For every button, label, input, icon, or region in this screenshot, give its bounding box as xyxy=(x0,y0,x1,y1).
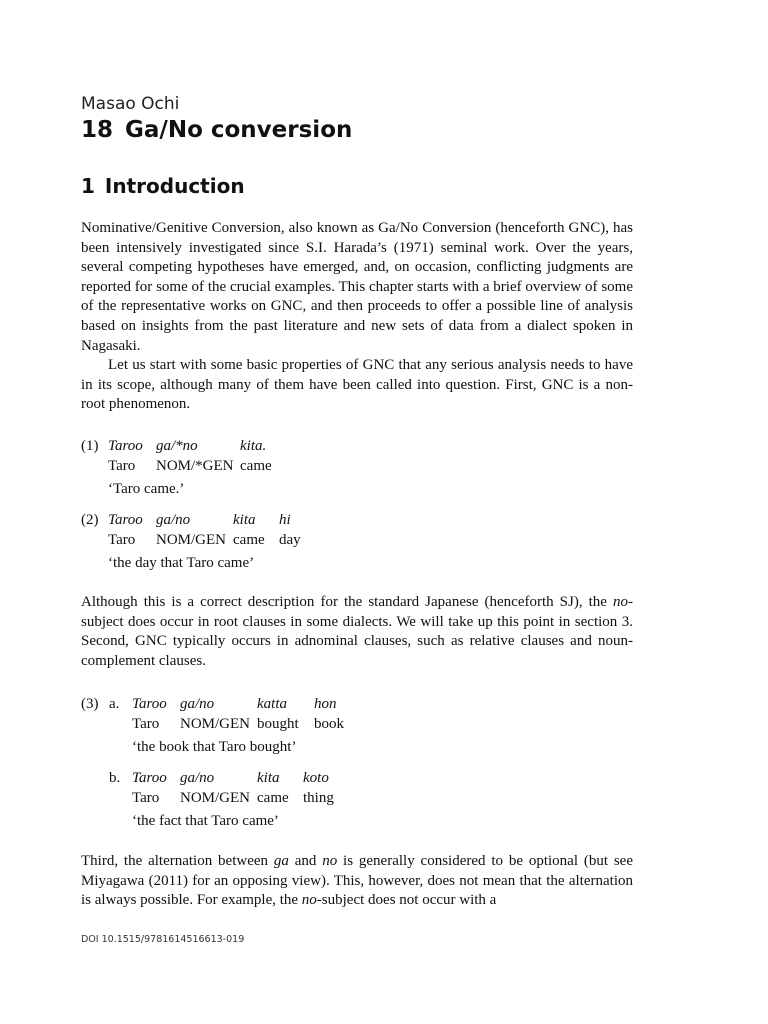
example-word: ga/no xyxy=(180,770,215,786)
example-gloss: bought xyxy=(257,716,299,732)
author-name: Masao Ochi xyxy=(81,94,180,114)
section-number: 1 xyxy=(81,174,95,198)
example-gloss: came xyxy=(257,790,289,806)
paragraph-4-text: -subject does not occur with a xyxy=(316,892,497,909)
example-word: ga/no xyxy=(156,512,191,528)
example-word: koto xyxy=(303,770,329,786)
doi-footer: DOI 10.1515/9781614516613-019 xyxy=(81,934,245,945)
paragraph-3-text: -subject does occur in root clauses in some dialects. We will take up this point in section 3. Second, GNC typically occurs in adnominal clauses, such as relative clauses and noun-complement clauses. xyxy=(81,594,633,669)
example-gloss: Taro xyxy=(132,790,160,806)
example-word: hon xyxy=(314,696,337,712)
example-gloss: thing xyxy=(303,790,334,806)
example-word: ga/*no xyxy=(156,438,198,454)
example-gloss: day xyxy=(279,532,301,548)
example-word: kita xyxy=(257,770,280,786)
example-gloss: came xyxy=(233,532,265,548)
example-gloss: NOM/GEN xyxy=(180,716,250,732)
paragraph-2 xyxy=(81,356,633,415)
paragraph-4-term: no xyxy=(322,853,338,869)
example-word: Taroo xyxy=(108,438,143,454)
example-gloss: book xyxy=(314,716,344,732)
paragraph-2-text: Let us start with some basic properties of GNC that any serious analysis needs to have in its scope, although many of them have been called into question. First, GNC is a non-root phenomenon. xyxy=(81,357,633,413)
section-heading xyxy=(81,174,245,198)
example-word: Taroo xyxy=(132,770,167,786)
paragraph-3 xyxy=(81,593,633,671)
paragraph-4-text: and xyxy=(288,853,323,869)
section-title: Introduction xyxy=(104,174,245,198)
example-gloss: Taro xyxy=(132,716,160,732)
example-word: kita xyxy=(233,512,256,528)
chapter-title: Ga/No conversion xyxy=(125,117,353,143)
example-word: ga/no xyxy=(180,696,215,712)
example-translation: ‘Taro came.’ xyxy=(108,481,185,497)
example-label: a. xyxy=(109,696,120,712)
example-number: (3) xyxy=(81,696,99,712)
example-number: (1) xyxy=(81,438,99,454)
example-gloss: NOM/*GEN xyxy=(156,458,234,474)
paragraph-4-term: no xyxy=(301,892,317,909)
example-translation: ‘the book that Taro bought’ xyxy=(132,739,297,755)
paragraph-3-term: no xyxy=(613,594,628,610)
example-gloss: Taro xyxy=(108,532,136,548)
example-number: (2) xyxy=(81,512,99,528)
example-word: kita. xyxy=(240,438,267,454)
example-gloss: Taro xyxy=(108,458,136,474)
example-gloss: NOM/GEN xyxy=(156,532,226,548)
paragraph-4-term: ga xyxy=(273,853,289,869)
paragraph-4-text: is generally considered to be optional (but see Miyagawa (2011) for an opposing view). This, however, does not mean that the alternation is always possible. For example, the xyxy=(81,853,633,909)
example-gloss: came xyxy=(240,458,272,474)
example-word: hi xyxy=(279,512,291,528)
example-gloss: NOM/GEN xyxy=(180,790,250,806)
paragraph-4-text: Third, the alternation between xyxy=(81,853,274,869)
paragraph-1: Nominative/Genitive Conversion, also known as Ga/No Conversion (henceforth GNC), has been intensively investigated since S.I. Harada’s (1971) seminal work. Over the years, several competing hypotheses have emerged, and, on occasion, conflicting judgments are reported for some of the crucial examples. This chapter starts with a brief overview of some of the representative works on GNC, and then proceeds to offer a possible line of analysis based on insights from the past literature and new sets of data from a dialect spoken in Nagasaki. xyxy=(81,220,633,354)
chapter-heading xyxy=(81,117,352,143)
example-translation: ‘the fact that Taro came’ xyxy=(132,813,279,829)
example-word: katta xyxy=(257,696,287,712)
paragraph-4 xyxy=(81,852,633,911)
example-label: b. xyxy=(109,770,121,786)
example-translation: ‘the day that Taro came’ xyxy=(108,555,255,571)
paragraph-3-text: Although this is a correct description for the standard Japanese (henceforth SJ), the xyxy=(81,594,613,610)
chapter-number: 18 xyxy=(81,117,114,143)
example-word: Taroo xyxy=(108,512,143,528)
example-word: Taroo xyxy=(132,696,167,712)
